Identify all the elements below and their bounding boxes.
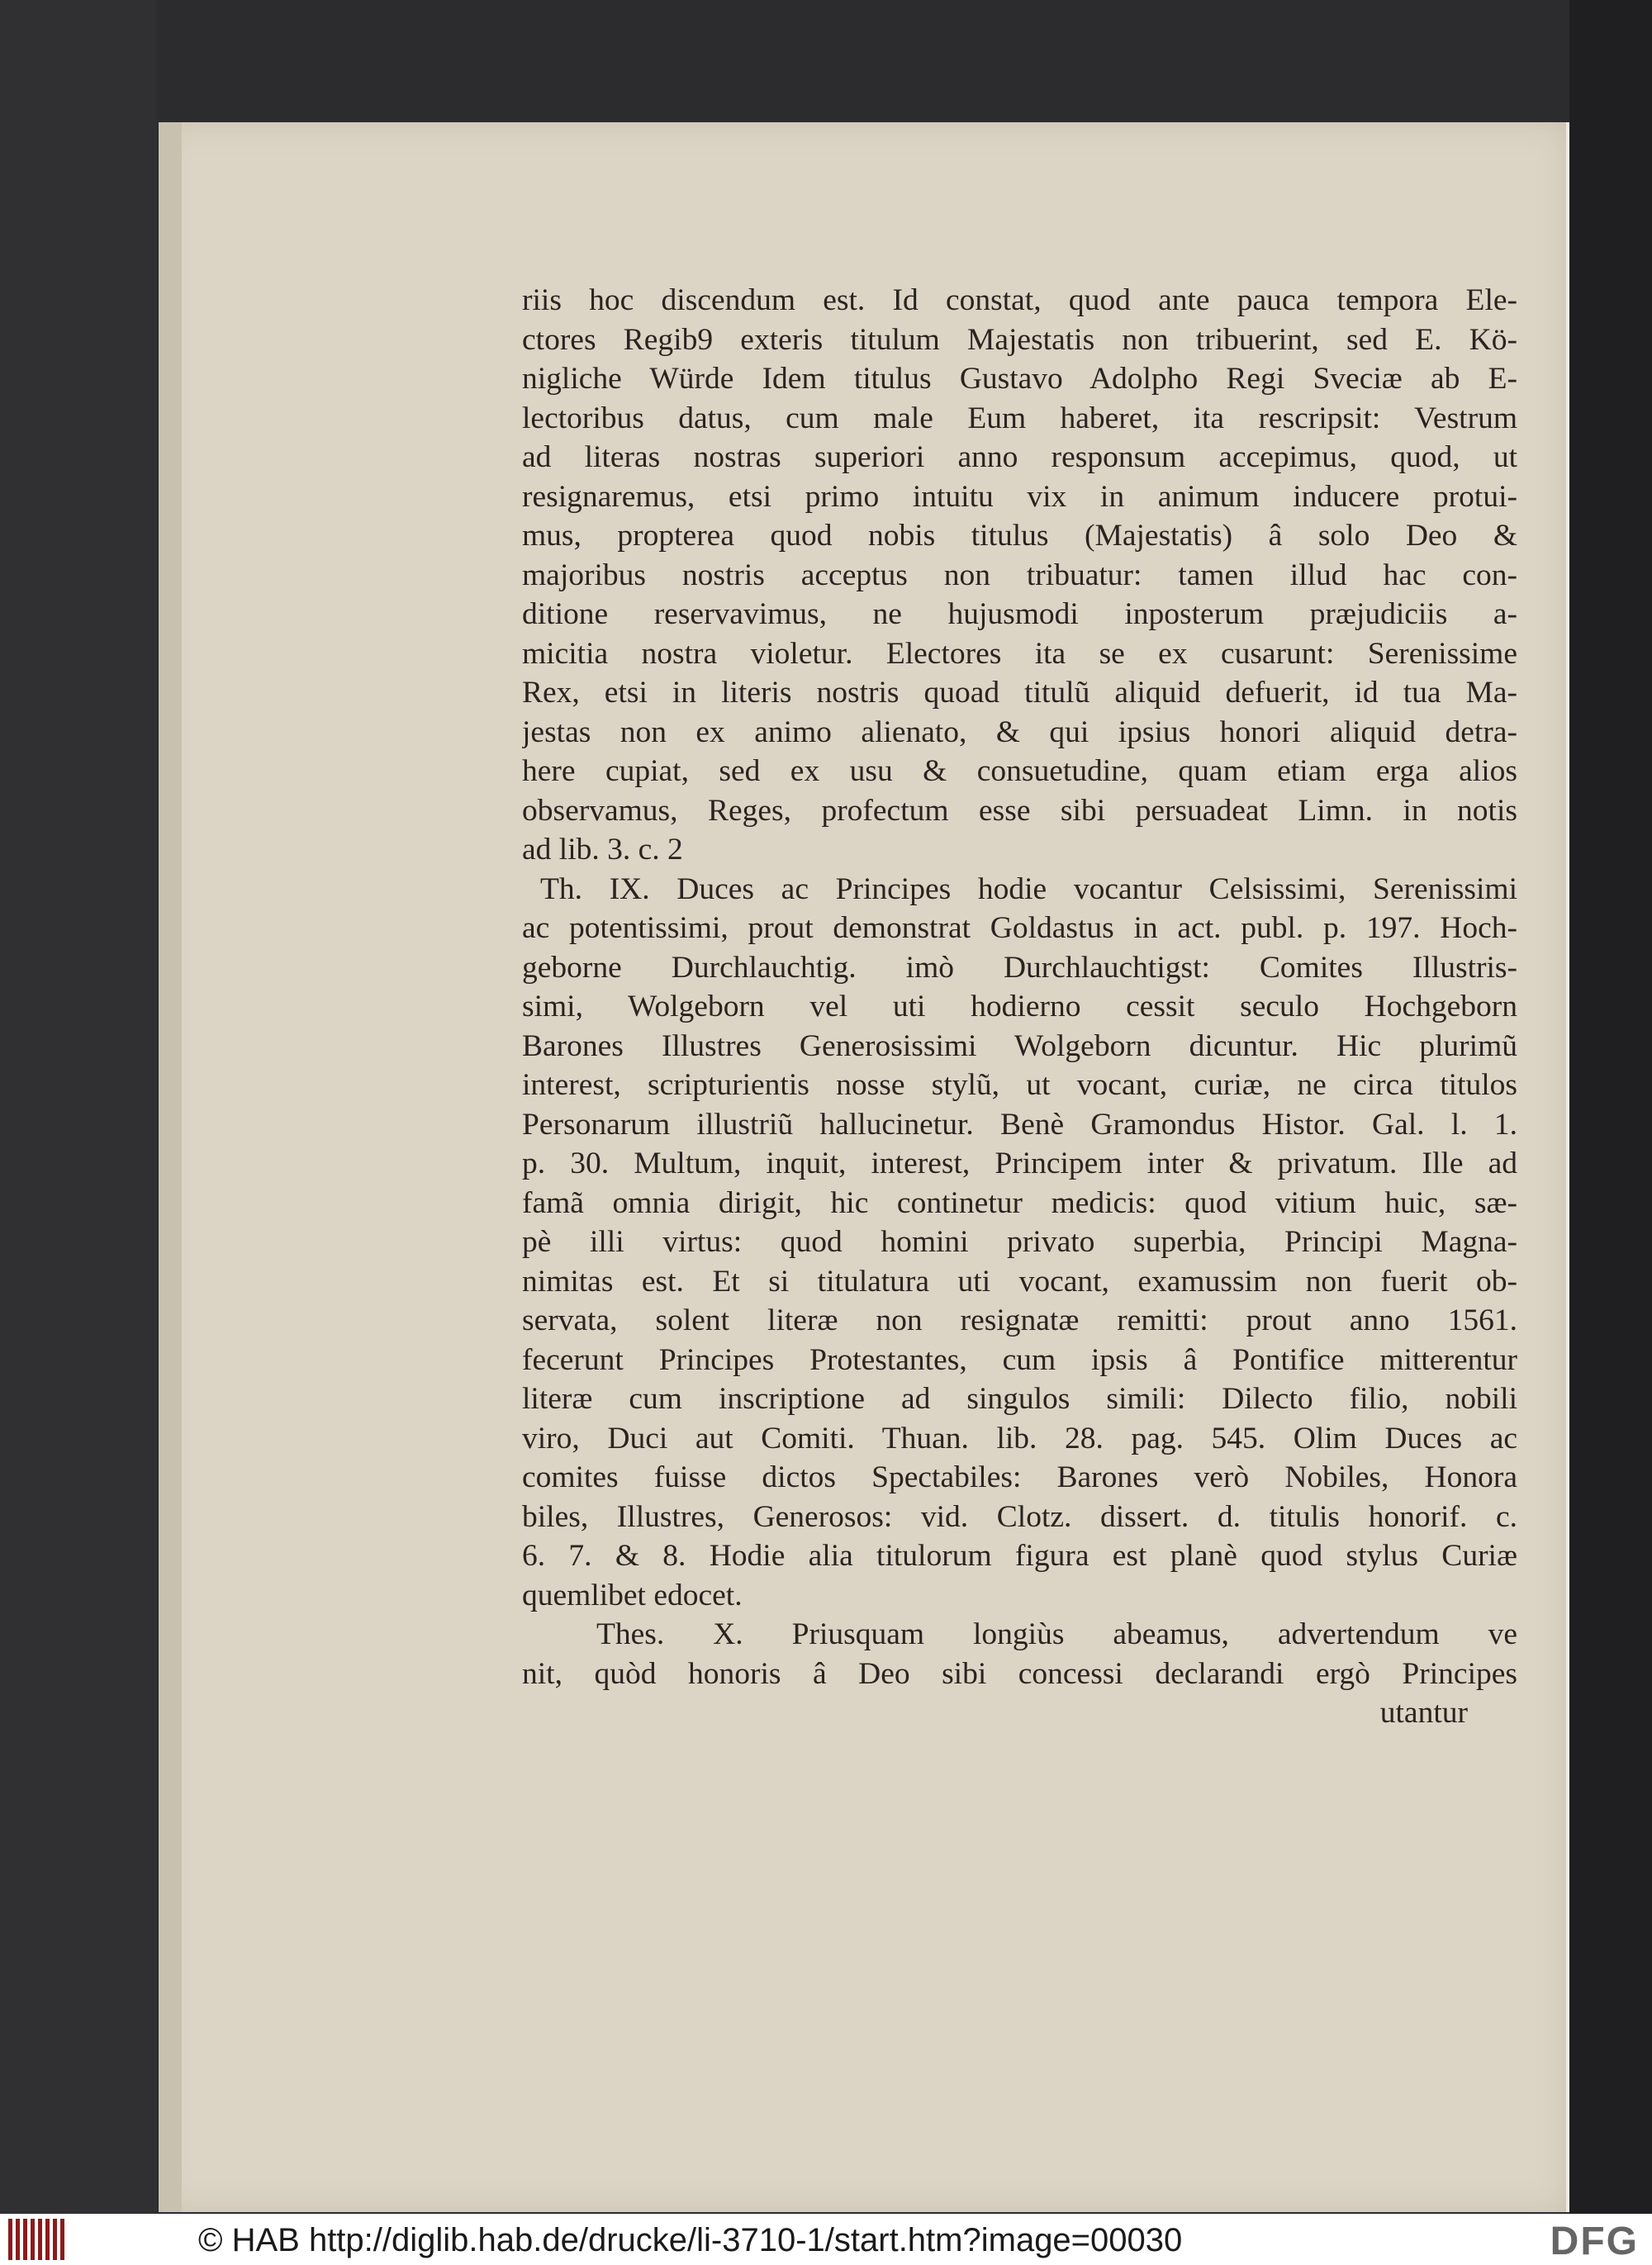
background-left bbox=[0, 0, 157, 2214]
text-line: fecerunt Principes Protestantes, cum ipsis â Pontifice mitterentur bbox=[522, 1342, 1517, 1377]
text-line: nit, quòd honoris â Deo sibi concessi declarandi ergò Principes bbox=[522, 1656, 1517, 1691]
text-line: ad lib. 3. c. 2 bbox=[522, 833, 683, 867]
text-line: literæ cum inscriptione ad singulos simili: Dilecto filio, nobili bbox=[522, 1382, 1517, 1416]
text-line: majoribus nostris acceptus non tribuatur: tamen illud hac con- bbox=[522, 558, 1517, 592]
text-line: geborne Durchlauchtig. imò Durchlauchtigst: Comites Illustris- bbox=[522, 950, 1517, 985]
dfg-logo: DFG bbox=[1550, 2220, 1639, 2263]
text-line: nigliche Würde Idem titulus Gustavo Adolpho Regi Sveciæ ab E- bbox=[522, 362, 1517, 396]
text-line: Thes. X. Priusquam longiùs abeamus, advertendum ve bbox=[596, 1617, 1517, 1651]
text-line: Barones Illustres Generosissimi Wolgeborn dicuntur. Hic plurimũ bbox=[522, 1028, 1517, 1063]
text-line: pè illi virtus: quod homini privato superbia, Principi Magna- bbox=[522, 1225, 1517, 1259]
text-line: lectoribus datus, cum male Eum haberet, ita rescripsit: Vestrum bbox=[522, 401, 1517, 435]
text-line: ad literas nostras superiori anno responsum accepimus, quod, ut bbox=[522, 440, 1517, 474]
text-line: observamus, Reges, profectum esse sibi persuadeat Limn. in notis bbox=[522, 793, 1517, 828]
footer-caption-link[interactable]: © HAB http://diglib.hab.de/drucke/li-3710-1/start.htm?image=00030 bbox=[198, 2222, 1183, 2258]
footer-bar bbox=[0, 2214, 1652, 2265]
hab-barcode-logo-icon bbox=[8, 2219, 64, 2260]
text-line: biles, Illustres, Generosos: vid. Clotz. dissert. d. titulis honorif. c. bbox=[522, 1499, 1517, 1534]
background-right bbox=[1569, 0, 1652, 2214]
page-edge bbox=[1566, 122, 1569, 2212]
catchword: utantur bbox=[1379, 1696, 1468, 1730]
text-line: Personarum illustriũ hallucinetur. Benè Gramondus Histor. Gal. l. 1. bbox=[522, 1107, 1517, 1142]
text-line: viro, Duci aut Comiti. Thuan. lib. 28. pag. 545. Olim Duces ac bbox=[522, 1421, 1517, 1455]
page-gutter bbox=[159, 122, 182, 2212]
text-line: servata, solent literæ non resignatæ remitti: prout anno 1561. bbox=[522, 1303, 1517, 1337]
page-text-block bbox=[522, 281, 1517, 1733]
text-line: ac potentissimi, prout demonstrat Goldastus in act. publ. p. 197. Hoch- bbox=[522, 911, 1517, 945]
text-line: interest, scripturientis nosse stylũ, ut vocant, curiæ, ne circa titulos bbox=[522, 1068, 1517, 1102]
text-line: here cupiat, sed ex usu & consuetudine, quam etiam erga alios bbox=[522, 754, 1517, 788]
text-line: ditione reservavimus, ne hujusmodi inposterum præjudiciis a- bbox=[522, 597, 1517, 631]
text-line: simi, Wolgeborn vel uti hodierno cessit seculo Hochgeborn bbox=[522, 990, 1517, 1023]
text-line: jestas non ex animo alienato, & qui ipsius honori aliquid detra- bbox=[522, 715, 1517, 749]
text-line: nimitas est. Et si titulatura uti vocant, examussim non fuerit ob- bbox=[522, 1264, 1517, 1299]
text-line: ctores Regib9 exteris titulum Majestatis non tribuerint, sed E. Kö- bbox=[522, 322, 1517, 357]
text-line: mus, propterea quod nobis titulus (Majestatis) â solo Deo & bbox=[522, 519, 1517, 553]
text-line: comites fuisse dictos Spectabiles: Barones verò Nobiles, Honora bbox=[522, 1460, 1517, 1494]
text-line: 6. 7. & 8. Hodie alia titulorum figura est planè quod stylus Curiæ bbox=[522, 1539, 1517, 1573]
text-line: Th. IX. Duces ac Principes hodie vocantur Celsissimi, Serenissimi bbox=[540, 871, 1517, 906]
text-line: resignaremus, etsi primo intuitu vix in animum inducere protui- bbox=[522, 479, 1517, 514]
text-line: micitia nostra violetur. Electores ita se ex cusarunt: Serenissime bbox=[522, 636, 1517, 671]
text-line: riis hoc discendum est. Id constat, quod ante pauca tempora Ele- bbox=[522, 283, 1517, 317]
text-line: famã omnia dirigit, hic continetur medicis: quod vitium huic, sæ- bbox=[522, 1185, 1517, 1220]
text-line: p. 30. Multum, inquit, interest, Principem inter & privatum. Ille ad bbox=[522, 1147, 1517, 1180]
text-line: Rex, etsi in literis nostris quoad titulũ aliquid defuerit, id tua Ma- bbox=[522, 676, 1517, 710]
text-line: quemlibet edocet. bbox=[522, 1578, 743, 1612]
